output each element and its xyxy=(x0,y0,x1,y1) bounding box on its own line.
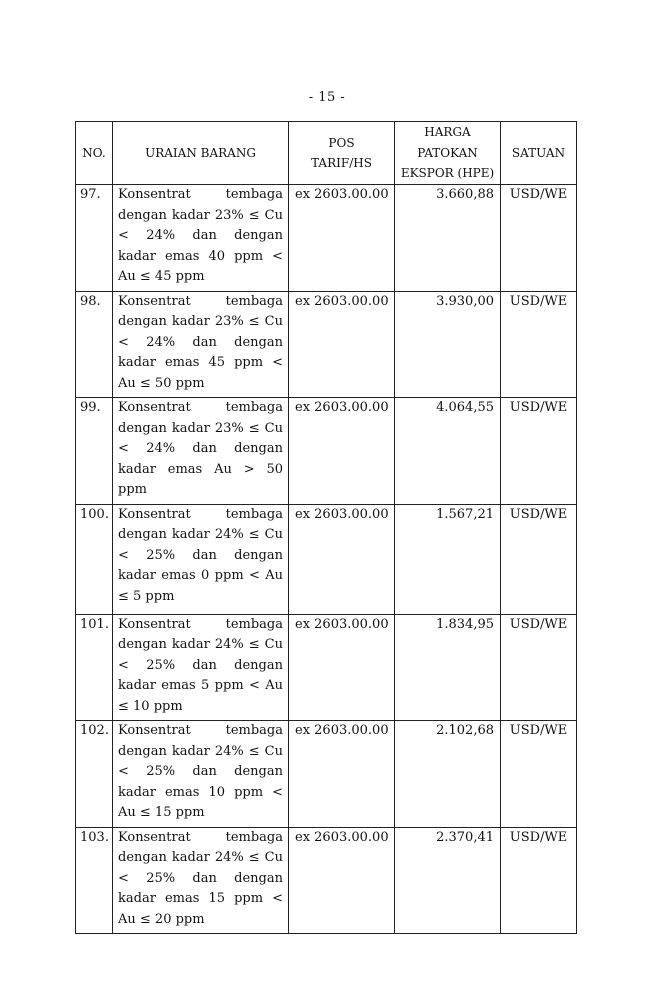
row-hpe: 3.930,00 xyxy=(395,291,501,398)
header-satuan: SATUAN xyxy=(501,122,577,185)
row-hpe: 2.370,41 xyxy=(395,827,501,934)
row-satuan: USD/WE xyxy=(501,614,577,721)
row-description: Konsentrat tembaga dengan kadar 24% ≤ Cu < 25% dan dengan kadar emas 0 ppm < Au ≤ 5 ppm xyxy=(113,504,289,614)
header-pos-line1: POS xyxy=(328,135,355,150)
row-pos-tarif: ex 2603.00.00 xyxy=(289,827,395,934)
row-description: Konsentrat tembaga dengan kadar 24% ≤ Cu < 25% dan dengan kadar emas 5 ppm < Au ≤ 10 ppm xyxy=(113,614,289,721)
row-satuan: USD/WE xyxy=(501,291,577,398)
header-harga-patokan xyxy=(395,122,501,185)
header-harga-line3: EKSPOR (HPE) xyxy=(400,166,495,181)
row-hpe: 2.102,68 xyxy=(395,721,501,828)
row-no: 103. xyxy=(76,827,113,934)
table-row xyxy=(76,721,577,828)
row-hpe: 1.834,95 xyxy=(395,614,501,721)
row-pos-tarif: ex 2603.00.00 xyxy=(289,185,395,292)
row-no: 101. xyxy=(76,614,113,721)
header-harga-line1: HARGA xyxy=(424,125,471,140)
row-satuan: USD/WE xyxy=(501,398,577,505)
row-description: Konsentrat tembaga dengan kadar 23% ≤ Cu < 24% dan dengan kadar emas 45 ppm < Au ≤ 50 ppm xyxy=(113,291,289,398)
row-no: 100. xyxy=(76,504,113,614)
table-row xyxy=(76,614,577,721)
row-satuan: USD/WE xyxy=(501,827,577,934)
header-uraian-barang: URAIAN BARANG xyxy=(113,122,289,185)
row-satuan: USD/WE xyxy=(501,721,577,828)
row-description: Konsentrat tembaga dengan kadar 24% ≤ Cu < 25% dan dengan kadar emas 15 ppm < Au ≤ 20 ppm xyxy=(113,827,289,934)
table-row xyxy=(76,291,577,398)
row-description: Konsentrat tembaga dengan kadar 23% ≤ Cu < 24% dan dengan kadar emas Au > 50 ppm xyxy=(113,398,289,505)
row-satuan: USD/WE xyxy=(501,185,577,292)
row-pos-tarif: ex 2603.00.00 xyxy=(289,721,395,828)
row-description: Konsentrat tembaga dengan kadar 24% ≤ Cu < 25% dan dengan kadar emas 10 ppm < Au ≤ 15 ppm xyxy=(113,721,289,828)
row-no: 97. xyxy=(76,185,113,292)
table-row xyxy=(76,827,577,934)
row-no: 102. xyxy=(76,721,113,828)
row-description: Konsentrat tembaga dengan kadar 23% ≤ Cu < 24% dan dengan kadar emas 40 ppm < Au ≤ 45 ppm xyxy=(113,185,289,292)
row-pos-tarif: ex 2603.00.00 xyxy=(289,614,395,721)
header-pos-line2: TARIF/HS xyxy=(311,156,372,170)
row-no: 98. xyxy=(76,291,113,398)
row-hpe: 1.567,21 xyxy=(395,504,501,614)
price-table xyxy=(75,121,577,934)
row-satuan: USD/WE xyxy=(501,504,577,614)
row-no: 99. xyxy=(76,398,113,505)
row-hpe: 4.064,55 xyxy=(395,398,501,505)
table-row xyxy=(76,185,577,292)
table-header-row xyxy=(76,122,577,185)
header-pos-tarif xyxy=(289,122,395,185)
row-pos-tarif: ex 2603.00.00 xyxy=(289,291,395,398)
page-number: - 15 - xyxy=(308,90,346,105)
header-no: NO. xyxy=(76,122,113,185)
row-pos-tarif: ex 2603.00.00 xyxy=(289,398,395,505)
table-row xyxy=(76,504,577,614)
row-pos-tarif: ex 2603.00.00 xyxy=(289,504,395,614)
table-row xyxy=(76,398,577,505)
row-hpe: 3.660,88 xyxy=(395,185,501,292)
header-harga-line2: PATOKAN xyxy=(417,145,478,160)
